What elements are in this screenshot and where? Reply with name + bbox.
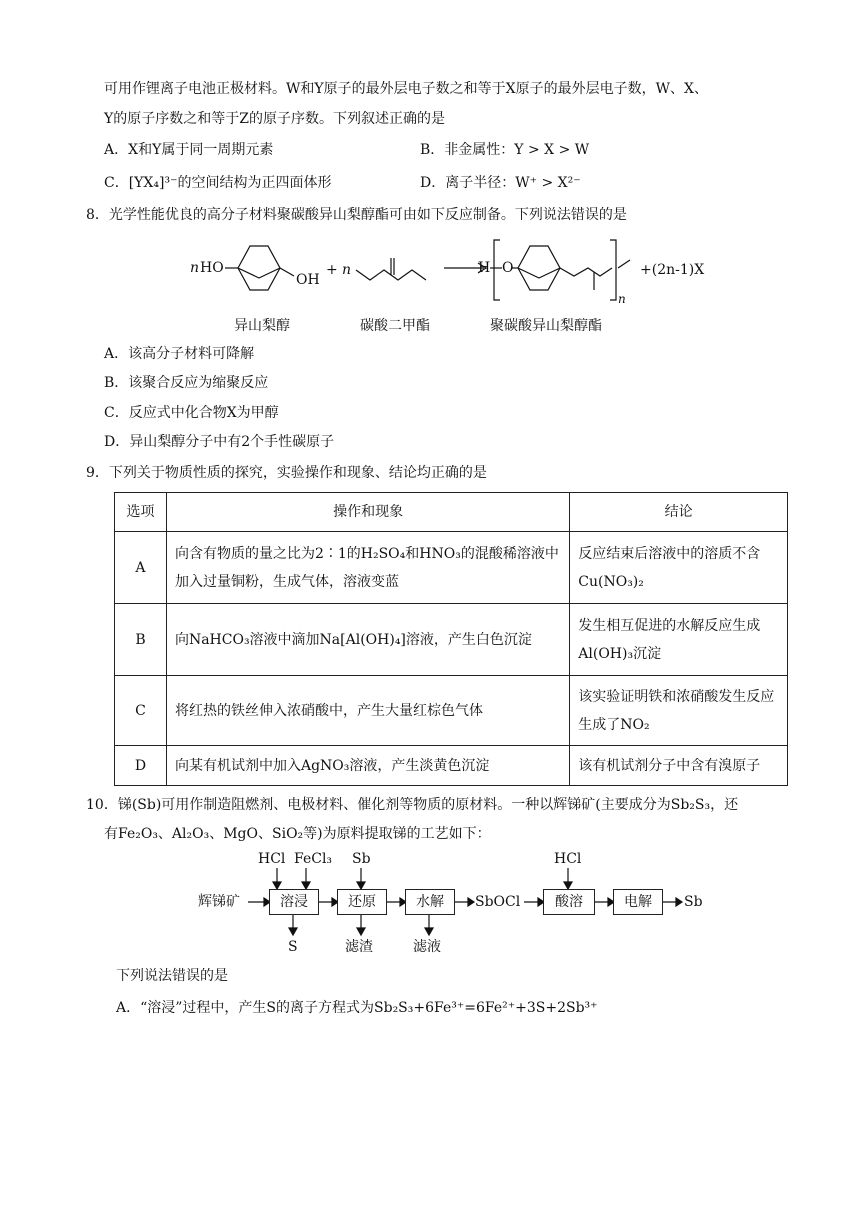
q10-line2: 有Fe₂O₃、Al₂O₃、MgO、SiO₂等)为原料提取锑的工艺如下： — [104, 826, 491, 842]
q8-label-dmc: 碳酸二甲酯 — [360, 318, 430, 334]
row-option: A — [115, 532, 167, 604]
q8-polymer-o: O — [502, 260, 514, 276]
row-conclusion: 发生相互促进的水解反应生成Al(OH)₃沉淀 — [570, 604, 788, 676]
table-header-conclusion: 结论 — [570, 493, 788, 532]
row-conclusion: 该实验证明铁和浓硝酸发生反应生成了NO₂ — [570, 676, 788, 746]
q8-plus-sign: + — [326, 262, 338, 278]
q8-stem: 8．光学性能优良的高分子材料聚碳酸异山梨醇酯可由如下反应制备。下列说法错误的是 — [86, 207, 627, 223]
q8-ho-label: HO — [200, 260, 224, 276]
row-option: D — [115, 746, 167, 786]
row-option: B — [115, 604, 167, 676]
flow-start-label: 辉锑矿 — [198, 894, 240, 910]
row-option: C — [115, 676, 167, 746]
q10-question: 下列说法错误的是 — [116, 968, 228, 984]
q8-polymer-n: n — [618, 292, 626, 306]
q8-byproduct: +(2n-1)X — [640, 262, 705, 278]
q10-option-a: A．“溶浸”过程中，产生S的离子方程式为Sb₂S₃+6Fe³⁺=6Fe²⁺+3S+2Sb³⁺ — [116, 1000, 598, 1016]
q7-option-c-formula: [YX₄]³⁻ — [128, 175, 178, 191]
q8-n-coefficient-2: n — [342, 262, 352, 278]
q7-option-c-suffix: 的空间结构为正四面体形 — [177, 175, 332, 191]
q8-option-c: C．反应式中化合物X为甲醇 — [104, 405, 279, 421]
q7-line1: 可用作锂离子电池正极材料。W和Y原子的最外层电子数之和等于X原子的最外层电子数，W、X、 — [104, 81, 708, 97]
flow-input-hcl-2: HCl — [554, 851, 582, 867]
q7-option-b: B．非金属性：Y > X > W — [420, 142, 590, 158]
flow-output-residue: 滤渣 — [345, 939, 373, 955]
row-operation: 向NaHCO₃溶液中滴加Na[Al(OH)₄]溶液，产生白色沉淀 — [166, 604, 569, 676]
q8-option-b: B．该聚合反应为缩聚反应 — [104, 375, 269, 391]
flow-step-electrolysis: 电解 — [613, 889, 663, 915]
row-operation: 向含有物质的量之比为2∶1的H₂SO₄和HNO₃的混酸稀溶液中加入过量铜粉，生成气体，溶液变蓝 — [166, 532, 569, 604]
flow-output-s: S — [288, 939, 298, 955]
q7-option-d: D．离子半径：W⁺ > X²⁻ — [420, 175, 581, 191]
flow-step-hydrolysis: 水解 — [405, 889, 455, 915]
q8-label-polymer: 聚碳酸异山梨醇酯 — [490, 318, 602, 334]
q7-option-c-prefix: C． — [104, 175, 129, 191]
q8-n-coefficient-1: n — [190, 260, 200, 276]
row-operation: 向某有机试剂中加入AgNO₃溶液，产生淡黄色沉淀 — [166, 746, 569, 786]
q8-polymer-h: H — [478, 260, 491, 276]
q8-option-a: A．该高分子材料可降解 — [104, 346, 255, 362]
row-conclusion: 反应结束后溶液中的溶质不含Cu(NO₃)₂ — [570, 532, 788, 604]
q9-stem: 9．下列关于物质性质的探究，实验操作和现象、结论均正确的是 — [86, 465, 487, 481]
q8-label-isosorbide: 异山梨醇 — [234, 318, 290, 334]
flow-end-label: Sb — [684, 894, 703, 910]
q7-line2: Y的原子序数之和等于Z的原子序数。下列叙述正确的是 — [104, 111, 445, 127]
flow-input-sb: Sb — [352, 851, 371, 867]
q8-option-d: D．异山梨醇分子中有2个手性碳原子 — [104, 434, 335, 450]
q10-line1: 10．锑(Sb)可用作制造阻燃剂、电极材料、催化剂等物质的原材料。一种以辉锑矿(主要成分为Sb₂S₃，还 — [86, 797, 739, 813]
q7-option-a: A．X和Y属于同一周期元素 — [104, 142, 274, 158]
flow-middle-label: SbOCl — [475, 894, 521, 910]
q8-oh-label: OH — [296, 272, 320, 288]
flow-step-reduction: 还原 — [337, 889, 387, 915]
table-header-operation: 操作和现象 — [166, 493, 569, 532]
flow-step-leaching: 溶浸 — [269, 889, 319, 915]
table-header-option: 选项 — [115, 493, 167, 532]
flow-output-filtrate: 滤液 — [413, 939, 441, 955]
flow-input-hcl-1: HCl — [258, 851, 286, 867]
flow-step-acid-dissolve: 酸溶 — [543, 889, 595, 915]
flow-input-fecl3: FeCl₃ — [294, 851, 333, 867]
row-conclusion: 该有机试剂分子中含有溴原子 — [570, 746, 788, 786]
row-operation: 将红热的铁丝伸入浓硝酸中，产生大量红棕色气体 — [166, 676, 569, 746]
